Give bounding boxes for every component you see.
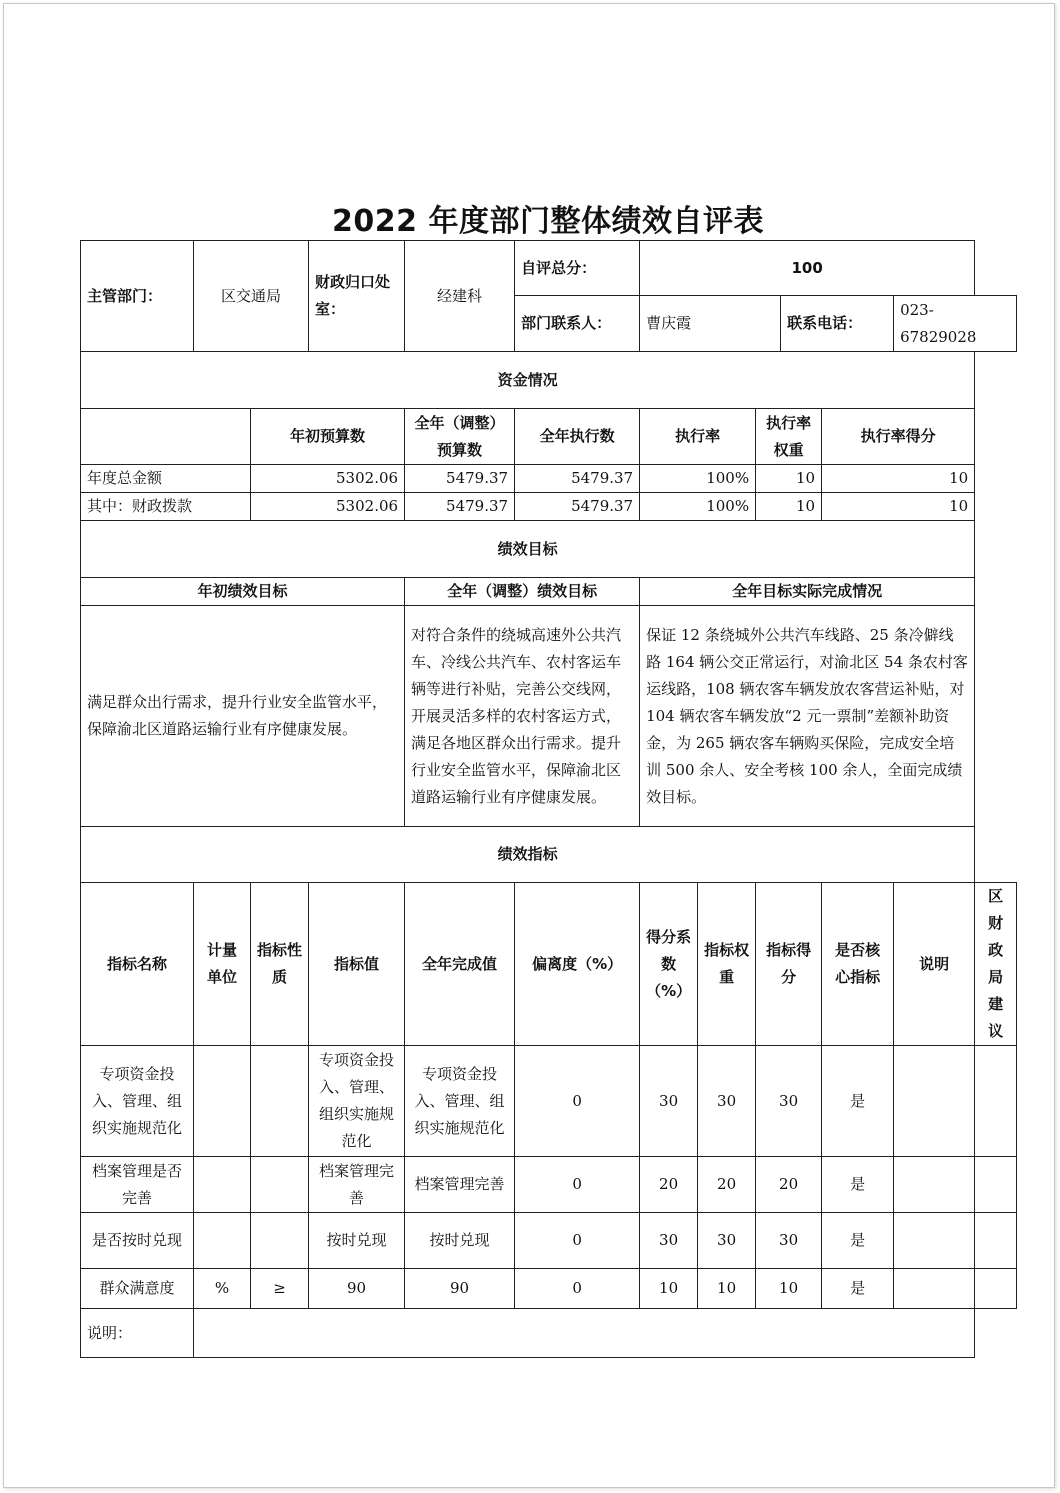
ind-deviation: 0 bbox=[515, 1157, 640, 1213]
table-row bbox=[81, 1046, 1017, 1157]
funds-row-score: 10 bbox=[822, 493, 975, 521]
ind-actual: 90 bbox=[405, 1269, 515, 1309]
phone-label: 联系电话： bbox=[781, 296, 894, 352]
funds-row-weight: 10 bbox=[756, 465, 822, 493]
ind-unit bbox=[194, 1046, 251, 1157]
contact-value: 曹庆霞 bbox=[640, 296, 781, 352]
ind-nature bbox=[251, 1213, 309, 1269]
evaluation-table bbox=[80, 240, 1017, 1358]
ind-weight: 30 bbox=[698, 1046, 756, 1157]
ind-target: 档案管理完善 bbox=[309, 1157, 405, 1213]
ind-advice bbox=[975, 1157, 1017, 1213]
ind-deviation: 0 bbox=[515, 1046, 640, 1157]
document-title: 2022 年度部门整体绩效自评表 bbox=[332, 204, 764, 239]
contact-label: 部门联系人： bbox=[515, 296, 640, 352]
funds-row-initial: 5302.06 bbox=[251, 465, 405, 493]
funds-row-name: 其中：财政拨款 bbox=[81, 493, 251, 521]
ind-actual: 专项资金投入、管理、组织实施规范化 bbox=[405, 1046, 515, 1157]
remarks-value bbox=[194, 1309, 975, 1358]
ind-coef: 20 bbox=[640, 1157, 698, 1213]
table-row bbox=[81, 1157, 1017, 1213]
ind-col-unit: 计量单位 bbox=[194, 883, 251, 1046]
ind-target: 专项资金投入、管理、组织实施规范化 bbox=[309, 1046, 405, 1157]
finance-office-value: 经建科 bbox=[405, 241, 515, 352]
remarks-label: 说明： bbox=[81, 1309, 194, 1358]
ind-target: 90 bbox=[309, 1269, 405, 1309]
finance-office-label: 财政归口处室： bbox=[309, 241, 405, 352]
ind-target: 按时兑现 bbox=[309, 1213, 405, 1269]
funds-col-score: 执行率得分 bbox=[822, 409, 975, 465]
phone-value: 023-67829028 bbox=[894, 296, 1017, 352]
ind-nature bbox=[251, 1157, 309, 1213]
funds-col-rate: 执行率 bbox=[640, 409, 756, 465]
ind-actual: 按时兑现 bbox=[405, 1213, 515, 1269]
goals-actual-text: 保证 12 条绕城外公共汽车线路、25 条冷僻线路 164 辆公交正常运行，对渝北区 54 条农村客运线路，108 辆农客车辆发放农客营运补贴，对 104 辆农客车辆发放“2 元一票制”差额补助资金，为 265 辆农客车辆购买保险，完成安全培训 500 余人、安全考核 100 余人，全面完成绩效目标。 bbox=[640, 606, 975, 827]
ind-deviation: 0 bbox=[515, 1213, 640, 1269]
ind-nature bbox=[251, 1046, 309, 1157]
goals-col-actual: 全年目标实际完成情况 bbox=[640, 578, 975, 606]
ind-col-core: 是否核心指标 bbox=[822, 883, 894, 1046]
funds-section-title: 资金情况 bbox=[81, 352, 975, 409]
funds-row-executed: 5479.37 bbox=[515, 465, 640, 493]
ind-advice bbox=[975, 1046, 1017, 1157]
ind-name: 档案管理是否完善 bbox=[81, 1157, 194, 1213]
ind-name: 是否按时兑现 bbox=[81, 1213, 194, 1269]
ind-col-advice: 区财政局建议 bbox=[975, 883, 1017, 1046]
ind-col-actual: 全年完成值 bbox=[405, 883, 515, 1046]
ind-score: 20 bbox=[756, 1157, 822, 1213]
funds-row-rate: 100% bbox=[640, 465, 756, 493]
ind-advice bbox=[975, 1213, 1017, 1269]
funds-row-adjusted: 5479.37 bbox=[405, 493, 515, 521]
ind-unit bbox=[194, 1213, 251, 1269]
ind-advice bbox=[975, 1269, 1017, 1309]
goals-section-title: 绩效目标 bbox=[81, 521, 975, 578]
ind-coef: 30 bbox=[640, 1046, 698, 1157]
goals-adjusted-text: 对符合条件的绕城高速外公共汽车、冷线公共汽车、农村客运车辆等进行补贴，完善公交线网，开展灵活多样的农村客运方式，满足各地区群众出行需求。提升行业安全监管水平，保障渝北区道路运输行业有序健康发展。 bbox=[405, 606, 640, 827]
funds-row-weight: 10 bbox=[756, 493, 822, 521]
ind-coef: 10 bbox=[640, 1269, 698, 1309]
ind-core: 是 bbox=[822, 1269, 894, 1309]
ind-deviation: 0 bbox=[515, 1269, 640, 1309]
funds-row-score: 10 bbox=[822, 465, 975, 493]
ind-nature: ≥ bbox=[251, 1269, 309, 1309]
funds-row-name: 年度总金额 bbox=[81, 465, 251, 493]
table-row bbox=[81, 1269, 1017, 1309]
ind-score: 30 bbox=[756, 1213, 822, 1269]
dept-label: 主管部门： bbox=[81, 241, 194, 352]
ind-note bbox=[894, 1046, 975, 1157]
ind-col-name: 指标名称 bbox=[81, 883, 194, 1046]
funds-row-executed: 5479.37 bbox=[515, 493, 640, 521]
ind-col-score: 指标得分 bbox=[756, 883, 822, 1046]
ind-note bbox=[894, 1213, 975, 1269]
ind-unit: % bbox=[194, 1269, 251, 1309]
ind-col-weight: 指标权重 bbox=[698, 883, 756, 1046]
ind-col-target: 指标值 bbox=[309, 883, 405, 1046]
ind-core: 是 bbox=[822, 1213, 894, 1269]
ind-core: 是 bbox=[822, 1046, 894, 1157]
ind-col-deviation: 偏离度（%） bbox=[515, 883, 640, 1046]
ind-name: 专项资金投入、管理、组织实施规范化 bbox=[81, 1046, 194, 1157]
ind-weight: 30 bbox=[698, 1213, 756, 1269]
ind-col-coef: 得分系数（%） bbox=[640, 883, 698, 1046]
ind-unit bbox=[194, 1157, 251, 1213]
ind-core: 是 bbox=[822, 1157, 894, 1213]
table-row bbox=[81, 1213, 1017, 1269]
ind-actual: 档案管理完善 bbox=[405, 1157, 515, 1213]
ind-score: 30 bbox=[756, 1046, 822, 1157]
ind-weight: 10 bbox=[698, 1269, 756, 1309]
ind-weight: 20 bbox=[698, 1157, 756, 1213]
funds-col-weight: 执行率权重 bbox=[756, 409, 822, 465]
ind-name: 群众满意度 bbox=[81, 1269, 194, 1309]
total-score-value: 100 bbox=[640, 241, 975, 296]
ind-col-nature: 指标性质 bbox=[251, 883, 309, 1046]
indicators-section-title: 绩效指标 bbox=[81, 827, 975, 883]
funds-row-initial: 5302.06 bbox=[251, 493, 405, 521]
dept-value: 区交通局 bbox=[194, 241, 309, 352]
funds-col-adjusted: 全年（调整）预算数 bbox=[405, 409, 515, 465]
funds-col-blank bbox=[81, 409, 251, 465]
ind-note bbox=[894, 1269, 975, 1309]
goals-initial-text: 满足群众出行需求，提升行业安全监管水平，保障渝北区道路运输行业有序健康发展。 bbox=[81, 606, 405, 827]
funds-row-adjusted: 5479.37 bbox=[405, 465, 515, 493]
goals-col-adjusted: 全年（调整）绩效目标 bbox=[405, 578, 640, 606]
funds-col-executed: 全年执行数 bbox=[515, 409, 640, 465]
ind-note bbox=[894, 1157, 975, 1213]
goals-col-initial: 年初绩效目标 bbox=[81, 578, 405, 606]
funds-col-initial: 年初预算数 bbox=[251, 409, 405, 465]
ind-coef: 30 bbox=[640, 1213, 698, 1269]
ind-col-note: 说明 bbox=[894, 883, 975, 1046]
total-score-label: 自评总分： bbox=[515, 241, 640, 296]
funds-row-rate: 100% bbox=[640, 493, 756, 521]
ind-score: 10 bbox=[756, 1269, 822, 1309]
